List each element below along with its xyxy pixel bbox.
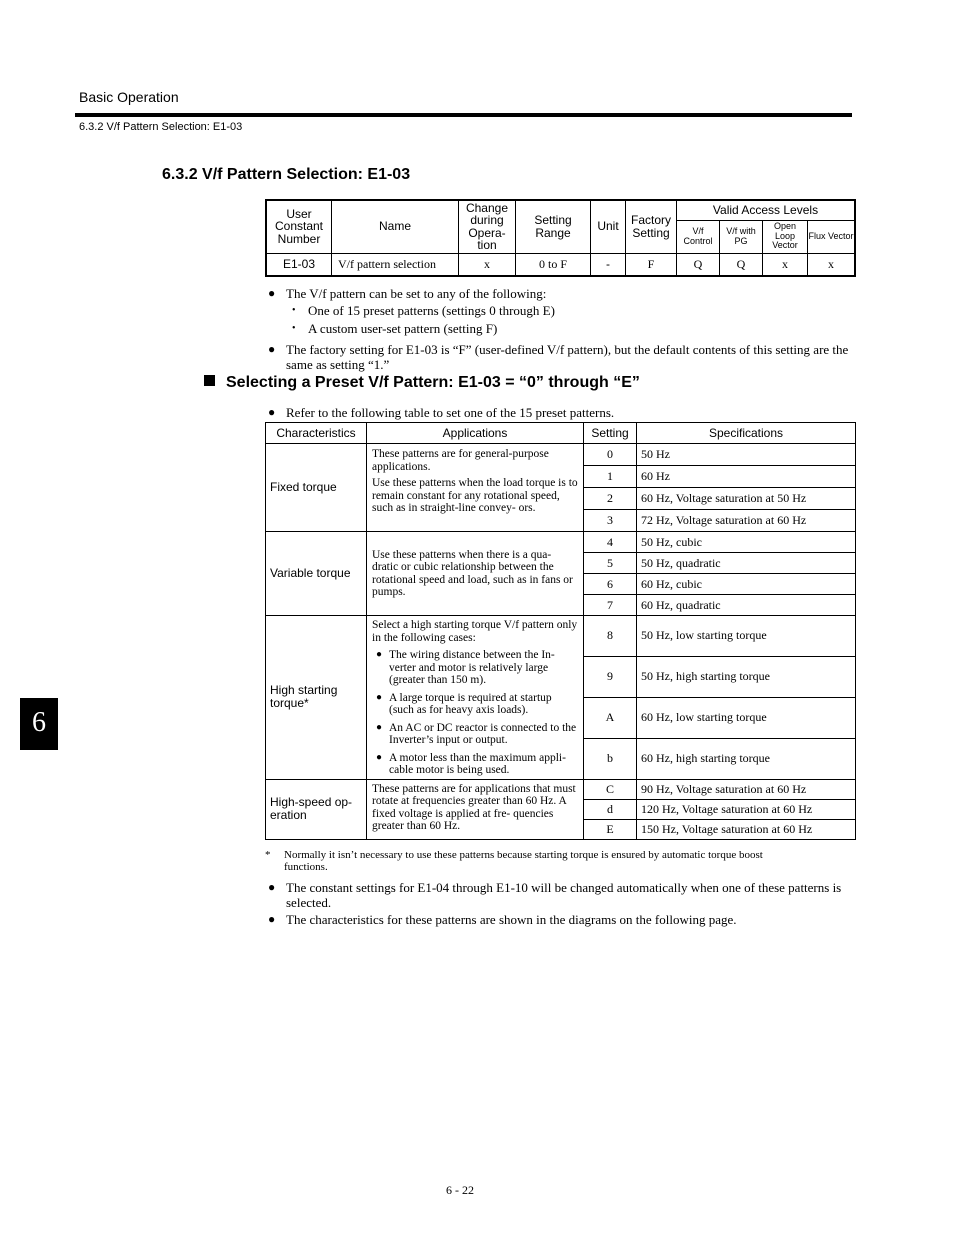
table-row (266, 532, 856, 553)
chapter-tab: 6 (20, 698, 58, 750)
characteristic-variable-torque: Variable torque (266, 532, 367, 616)
header-flux-vector: Flux Vector (808, 220, 856, 253)
spec-value: 60 Hz, quadratic (637, 595, 856, 616)
setting-value: 3 (584, 510, 637, 532)
setting-value: A (584, 697, 637, 738)
header-setting: Setting (584, 423, 637, 444)
bullet-icon: ● (268, 342, 276, 356)
spec-value: 60 Hz, cubic (637, 574, 856, 595)
bullet-icon: • (292, 305, 296, 316)
header-characteristics: Characteristics (266, 423, 367, 444)
cell-number: E1-03 (266, 253, 332, 276)
header-unit: Unit (591, 200, 626, 253)
bullet-icon: ● (268, 286, 276, 300)
page-number: 6 - 22 (446, 1183, 474, 1197)
header-factory-setting: Factory Setting (626, 200, 677, 253)
table-row (266, 616, 856, 657)
bullet-preset-intro: ● Refer to the following table to set one of the 15 preset patterns. (268, 405, 615, 420)
header-valid-access-levels: Valid Access Levels (677, 200, 856, 220)
applications-fixed-torque: These patterns are for general-purpose applications. Use these patterns when the load torque is to remain constant for any rotational speed, such as in straight-line convey- ors. (367, 444, 584, 532)
characteristic-fixed-torque: Fixed torque (266, 444, 367, 532)
cell-name: V/f pattern selection (332, 253, 459, 276)
spec-value: 60 Hz (637, 466, 856, 488)
section-heading: 6.3.2 V/f Pattern Selection: E1-03 (162, 166, 411, 183)
header-vf-control: V/f Control (677, 220, 720, 253)
bullet-constant-settings: ● The constant settings for E1-04 through E1-10 will be changed automatically when one of these patterns is selected. (268, 880, 842, 910)
parameter-table (265, 199, 856, 277)
header-change-during-operation: Change during Opera- tion (459, 200, 516, 253)
cell-unit: - (591, 253, 626, 276)
spec-value: 120 Hz, Voltage saturation at 60 Hz (637, 799, 856, 819)
bullet-vf-pattern: ● The V/f pattern can be set to any of the following: (268, 286, 547, 301)
header-specifications: Specifications (637, 423, 856, 444)
setting-value: 6 (584, 574, 637, 595)
characteristic-high-starting-torque: High starting torque* (266, 616, 367, 780)
spec-value: 50 Hz, high starting torque (637, 656, 856, 697)
applications-high-speed-operation: These patterns are for applications that must rotate at frequencies greater than 60 Hz. A fixed voltage is applied at fre- quencies greater than 60 Hz. (367, 779, 584, 839)
cell-vf-pg: Q (720, 253, 763, 276)
table-row (266, 779, 856, 799)
setting-value: 2 (584, 488, 637, 510)
table-row (266, 444, 856, 466)
sub-bullet-custom: • A custom user-set pattern (setting F) (292, 321, 498, 336)
header-user-constant: User Constant Number (266, 200, 332, 253)
setting-value: C (584, 779, 637, 799)
preset-pattern-table (265, 422, 856, 840)
bullet-icon: ● (268, 912, 276, 926)
bullet-icon: • (292, 323, 296, 334)
header-rule (75, 113, 852, 117)
spec-value: 60 Hz, low starting torque (637, 697, 856, 738)
bullet-factory-setting: ● The factory setting for E1-03 is “F” (user-defined V/f pattern), but the default contents of this setting are the same as setting “1.” (268, 342, 849, 372)
header-vf-with-pg: V/f with PG (720, 220, 763, 253)
bullet-icon: ● (268, 880, 276, 894)
spec-value: 50 Hz (637, 444, 856, 466)
setting-value: 0 (584, 444, 637, 466)
characteristic-high-speed-operation: High-speed op- eration (266, 779, 367, 839)
applications-variable-torque: Use these patterns when there is a qua- dratic or cubic relationship between the rotational speed and load, such as in fans or pumps. (367, 532, 584, 616)
running-header-title: Basic Operation (79, 89, 179, 105)
header-open-loop-vector: Open Loop Vector (763, 220, 808, 253)
header-setting-range: Setting Range (516, 200, 591, 253)
bullet-icon: ● (376, 649, 383, 660)
bullet-icon: ● (268, 405, 276, 419)
spec-value: 72 Hz, Voltage saturation at 60 Hz (637, 510, 856, 532)
cell-range: 0 to F (516, 253, 591, 276)
spec-value: 60 Hz, high starting torque (637, 738, 856, 779)
bullet-icon: ● (376, 751, 383, 763)
cell-open-loop: x (763, 253, 808, 276)
cell-change: x (459, 253, 516, 276)
spec-value: 150 Hz, Voltage saturation at 60 Hz (637, 819, 856, 839)
setting-value: d (584, 799, 637, 819)
spec-value: 60 Hz, Voltage saturation at 50 Hz (637, 488, 856, 510)
preset-heading: Selecting a Preset V/f Pattern: E1-03 = “0” through “E” (204, 374, 640, 392)
setting-value: b (584, 738, 637, 779)
square-bullet-icon (204, 375, 215, 386)
setting-value: E (584, 819, 637, 839)
setting-value: 4 (584, 532, 637, 553)
setting-value: 8 (584, 616, 637, 657)
setting-value: 7 (584, 595, 637, 616)
header-name: Name (332, 200, 459, 253)
applications-high-starting-torque: Select a high starting torque V/f pattern only in the following cases: ● The wiring distance between the In- verter and motor is relatively large (greater than 150 m). ● A large torque is required at startup (such as for heavy axis loads). ● An AC or DC reactor is connected to the Inverter’s input or output. ● A motor less than the maximum appli- cable motor is being used. (367, 616, 584, 780)
cell-vf-control: Q (677, 253, 720, 276)
table-row (266, 253, 855, 276)
bullet-characteristics: ● The characteristics for these patterns are shown in the diagrams on the following page. (268, 912, 737, 927)
setting-value: 9 (584, 656, 637, 697)
spec-value: 90 Hz, Voltage saturation at 60 Hz (637, 779, 856, 799)
bullet-icon: ● (376, 691, 383, 703)
cell-factory: F (626, 253, 677, 276)
running-header-subtitle: 6.3.2 V/f Pattern Selection: E1-03 (79, 121, 243, 133)
footnote-text: Normally it isn’t necessary to use these patterns because starting torque is ensured by automatic torque boost functions. (284, 849, 763, 873)
header-applications: Applications (367, 423, 584, 444)
spec-value: 50 Hz, quadratic (637, 553, 856, 574)
bullet-icon: ● (376, 721, 383, 733)
setting-value: 5 (584, 553, 637, 574)
setting-value: 1 (584, 466, 637, 488)
sub-bullet-preset: • One of 15 preset patterns (settings 0 through E) (292, 303, 555, 318)
cell-flux: x (808, 253, 856, 276)
spec-value: 50 Hz, cubic (637, 532, 856, 553)
footnote-mark: * (265, 849, 271, 861)
spec-value: 50 Hz, low starting torque (637, 616, 856, 657)
